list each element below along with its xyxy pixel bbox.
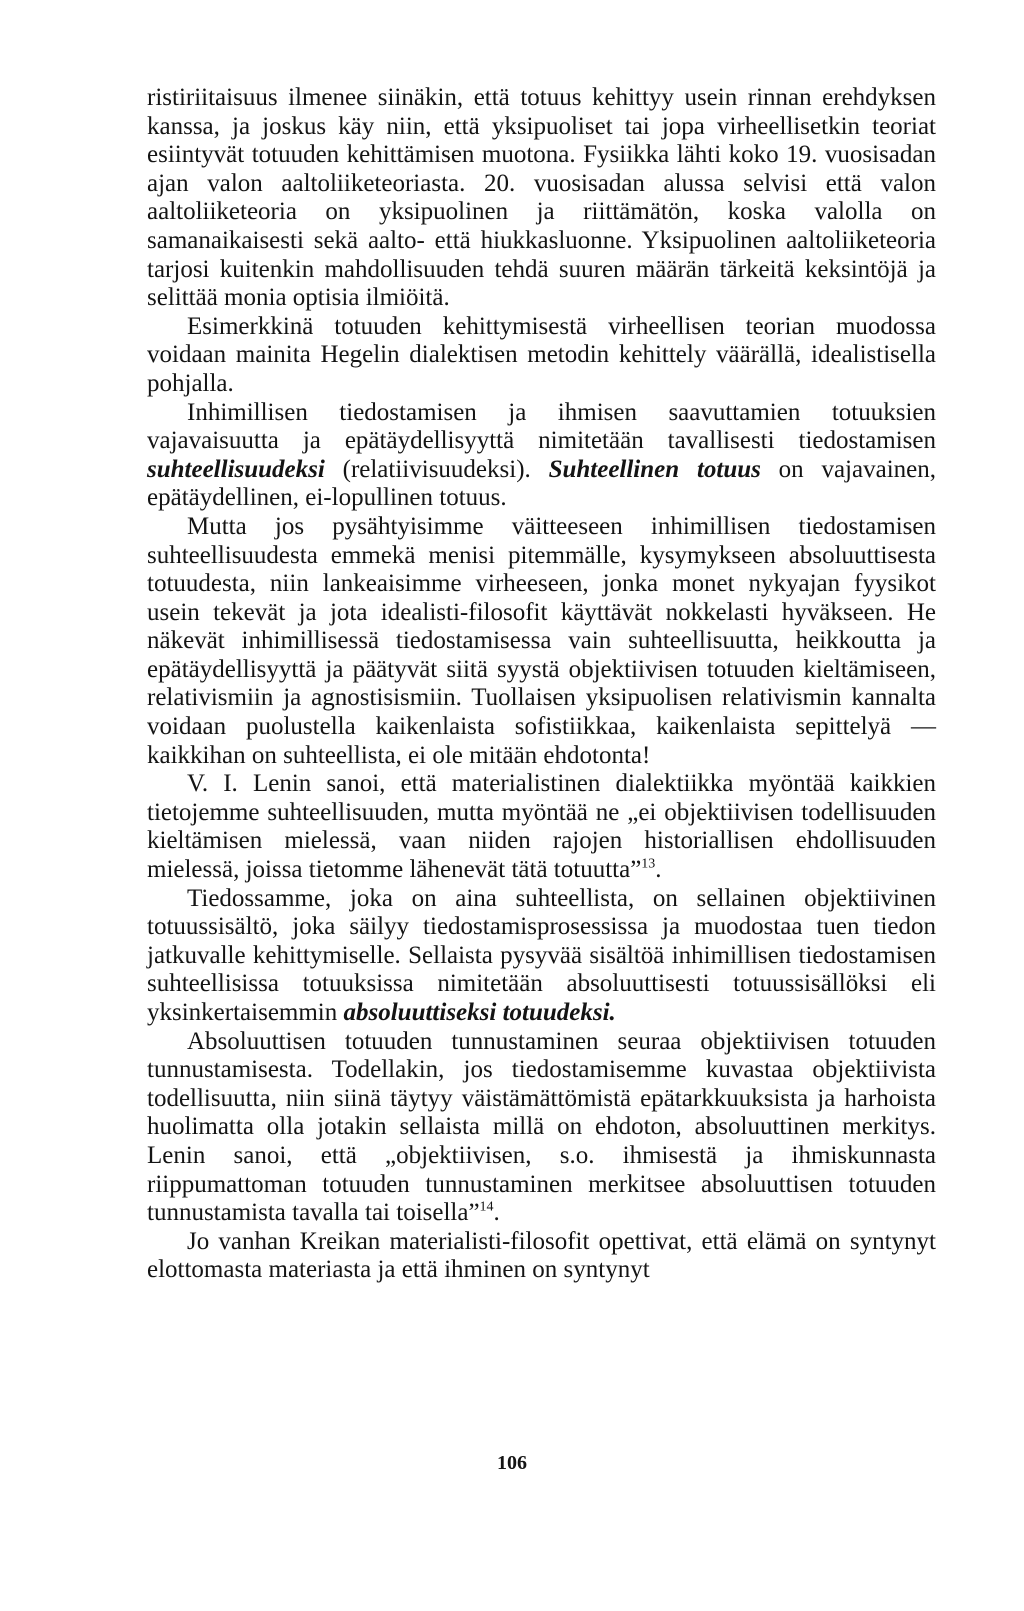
page-body (147, 84, 936, 1285)
paragraph-3 (147, 399, 936, 513)
text-run: . (493, 1199, 500, 1227)
text-run: (relatiivisuudeksi). (324, 455, 549, 483)
text-run: ristiriitaisuus ilmenee siinäkin, että totuus kehittyy usein rinnan erehdyksen kanssa, ja joskus käy niin, että yksipuoliset tai jopa virheellisetkin teoriat esiintyvät totuuden kehittämisen muotona. Fysiikka lähti koko 19. vuosisadan ajan valon aaltoliiketeoriasta. 20. vuosisadan alussa selvisi että valon aaltoliiketeoria on yksipuolinen ja riittämätön, koska valolla on samanaikaisesti sekä aalto- että hiukkasluonne. Yksipuolinen aaltoliiketeoria tarjosi kuitenkin mahdollisuuden tehdä suuren määrän tärkeitä keksintöjä ja selittää monia optisia ilmiöitä. (147, 84, 936, 312)
text-run: on vajavainen, epätäydellinen, ei-lopullinen totuus. (147, 455, 936, 512)
emphasized-term: absoluuttiseksi totuudeksi. (343, 999, 616, 1026)
text-run: Esimerkkinä totuuden kehittymisestä virheellisen teorian muodossa voidaan mainita Hegelin dialektisen metodin kehittely väärällä, idealistisella pohjalla. (147, 312, 936, 397)
paragraph-1 (147, 84, 936, 313)
page-number: 106 (497, 1452, 527, 1474)
emphasized-term: Suhteellinen totuus (548, 455, 761, 483)
paragraph-7 (147, 1028, 936, 1228)
footnote-marker: 13 (641, 856, 656, 872)
text-run: Absoluuttisen totuuden tunnustaminen seuraa objektiivisen totuuden tunnustamisesta. Todellakin, jos tiedostamisemme kuvastaa objektiivista todellisuutta, niin siinä täytyy väistämättömistä epätarkkuuksista ja harhoista huolimatta olla jotakin sellaista millä on ehdoton, absoluuttinen merkitys. Lenin sanoi, että „objektiivisen, s.o. ihmisestä ja ihmiskunnasta riippumattoman totuuden tunnustaminen merkitsee absoluuttisen totuuden tunnustamista tavalla tai toisella” (147, 1027, 936, 1227)
paragraph-6 (147, 885, 936, 1028)
text-run: Jo vanhan Kreikan materialisti-filosofit opettivat, että elämä on syntynyt elottomasta materiasta ja että ihminen on syntynyt (147, 1227, 936, 1284)
text-run: Inhimillisen tiedostamisen ja ihmisen saavuttamien totuuksien vajavaisuutta ja epätäydellisyyttä nimitetään tavallisesti tiedostamisen (147, 398, 936, 455)
paragraph-2 (147, 313, 936, 399)
footnote-marker: 14 (479, 1199, 494, 1215)
text-run: Tiedossamme, joka on aina suhteellista, on sellainen objektiivinen totuussisältö, joka säilyy tiedostamisprosessissa ja muodostaa tuen tiedon jatkuvalle kehittymiselle. Sellaista pysyvää sisältöä inhimillisen tiedostamisen suhteellisissa totuuksissa nimitetään absoluuttisesti totuussisällöksi eli yksinkertaisemmin (147, 884, 936, 1026)
paragraph-8 (147, 1228, 936, 1285)
paragraph-4 (147, 513, 936, 770)
emphasized-term: suhteellisuudeksi (147, 455, 325, 483)
text-run: . (655, 856, 662, 884)
paragraph-5 (147, 770, 936, 884)
text-run: Mutta jos pysähtyisimme väitteeseen inhimillisen tiedostamisen suhteellisuudesta emmekä menisi pitemmälle, kysymykseen absoluuttisesta totuudesta, niin lankeaisimme virheeseen, jonka monet nykyajan fyysikot usein tekevät ja jota idealisti-filosofit käyttävät nokkelasti hyväkseen. He näkevät inhimillisessä tiedostamisessa vain suhteellisuutta, heikkoutta ja epätäydellisyyttä ja päätyvät siitä syystä objektiivisen totuuden kieltämiseen, relativismiin ja agnostisismiin. Tuollaisen yksipuolisen relativismin kannalta voidaan puolustella kaikenlaista sofistiikkaa, kaikenlaista sepittelyä —kaikkihan on suhteellista, ei ole mitään ehdotonta! (147, 512, 936, 769)
text-run: V. I. Lenin sanoi, että materialistinen dialektiikka myöntää kaikkien tietojemme suhteellisuuden, mutta myöntää ne „ei objektiivisen todellisuuden kieltämisen mielessä, vaan niiden rajojen historiallisen ehdollisuuden mielessä, joissa tietomme lähenevät tätä totuutta” (147, 770, 936, 884)
